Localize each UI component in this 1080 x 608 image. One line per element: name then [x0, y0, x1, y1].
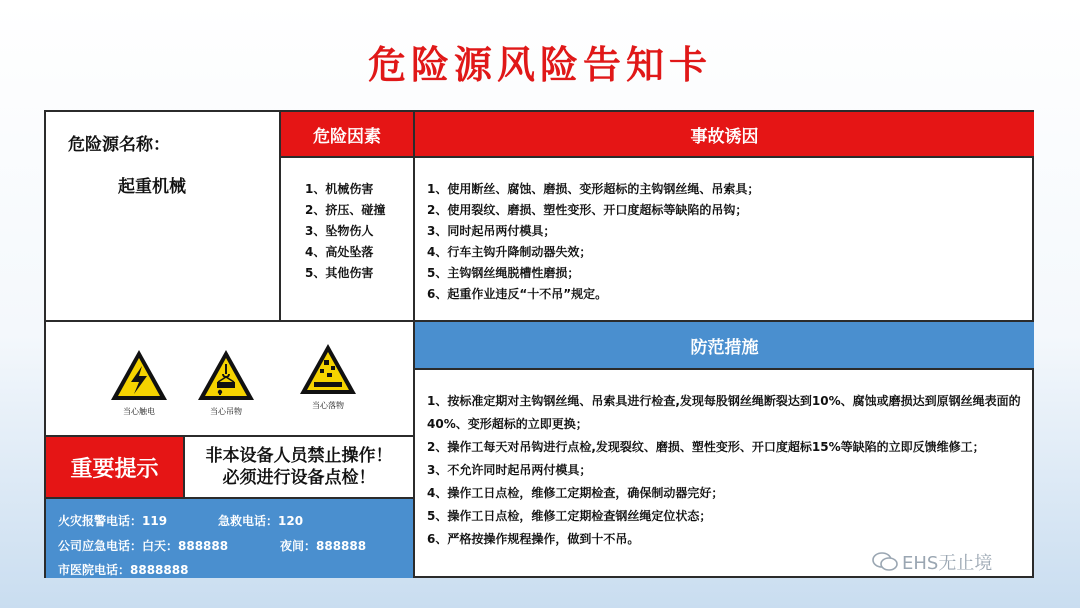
emergency-phones	[46, 497, 413, 578]
notice-line-2: 必须进行设备点检！	[222, 468, 376, 488]
accident-cause-item: 1、使用断丝、腐蚀、磨损、变形超标的主钩钢丝绳、吊索具；	[427, 182, 760, 196]
suspended-load-icon	[196, 348, 256, 402]
important-notice-label	[46, 435, 183, 497]
page-title: 危险源风险告知卡	[367, 43, 712, 87]
hazard-factors-cell	[279, 156, 413, 320]
accident-causes-header	[413, 112, 1034, 156]
hazard-factor-item: 1、机械伤害	[305, 182, 374, 196]
sign-electric-label: 当心触电	[123, 407, 155, 416]
notice-line-1: 非本设备人员禁止操作！	[205, 446, 393, 466]
important-notice-text	[183, 435, 413, 497]
hazard-factor-item: 3、坠物伤人	[305, 224, 374, 238]
hazard-factors-header	[279, 112, 413, 156]
hazard-factor-item: 4、高处坠落	[305, 245, 374, 259]
fire-phone: 火灾报警电话：119	[58, 514, 168, 528]
sign-falling-objects	[293, 342, 363, 411]
prevention-item: 6、严格按操作规程操作，做到十不吊。	[427, 532, 640, 546]
prevention-item: 3、不允许同时起吊两付模具；	[427, 463, 592, 477]
company-night-phone: 夜间：888888	[280, 539, 367, 553]
prevention-header	[413, 320, 1034, 368]
hazard-factor-item: 2、挤压、碰撞	[305, 203, 386, 217]
prevention-title: 防范措施	[690, 337, 759, 358]
accident-cause-item: 6、起重作业违反“十不吊”规定。	[427, 287, 608, 301]
prevention-item: 2、操作工每天对吊钩进行点检,发现裂纹、磨损、塑性变形、开口度超标15%等缺陷的立即反馈维修工；	[427, 440, 985, 454]
prevention-list	[427, 390, 1025, 551]
emergency-phone: 急救电话：120	[218, 514, 304, 528]
sign-falling-objects-label: 当心落物	[312, 401, 344, 410]
sign-electric	[104, 348, 174, 417]
accident-cause-item: 5、主钩钢丝绳脱槽性磨损；	[427, 266, 580, 280]
company-day-phone: 公司应急电话：白天：888888	[58, 539, 229, 553]
prevention-item: 5、操作工日点检，维修工定期检查钢丝绳定位状态；	[427, 509, 712, 523]
accident-cause-item: 3、同时起吊两付模具；	[427, 224, 556, 238]
accident-causes-cell	[413, 156, 1034, 320]
electric-hazard-icon	[109, 348, 169, 402]
accident-causes-title: 事故诱因	[690, 126, 759, 147]
wechat-icon	[872, 552, 898, 572]
warning-signs-cell	[46, 320, 413, 435]
hazard-factors-title: 危险因素	[313, 126, 381, 147]
sign-suspended-load	[191, 348, 261, 417]
watermark	[872, 549, 992, 575]
hazard-factors-list	[305, 179, 385, 284]
prevention-cell	[413, 368, 1034, 578]
accident-cause-item: 2、使用裂纹、磨损、塑性变形、开口度超标等缺陷的吊钩；	[427, 203, 748, 217]
risk-card	[44, 110, 1034, 578]
hospital-phone: 市医院电话：8888888	[58, 563, 189, 577]
hazard-source-value: 起重机械	[118, 177, 186, 197]
prevention-item: 1、按标准定期对主钩钢丝绳、吊索具进行检查,发现每股钢丝绳断裂达到10%、腐蚀或磨损达到原钢丝绳表面的40%、变形超标的立即更换；	[427, 394, 1021, 431]
hazard-source-label: 危险源名称：	[68, 135, 170, 155]
falling-objects-icon	[298, 342, 358, 396]
prevention-item: 4、操作工日点检，维修工定期检查，确保制动器完好；	[427, 486, 724, 500]
hazard-factor-item: 5、其他伤害	[305, 266, 374, 280]
hazard-source-cell	[46, 112, 279, 320]
accident-causes-list	[427, 179, 759, 305]
watermark-text: EHS无止境	[902, 553, 993, 574]
important-notice-title: 重要提示	[70, 456, 159, 482]
accident-cause-item: 4、行车主钩升降制动器失效；	[427, 245, 592, 259]
sign-suspended-load-label: 当心吊物	[210, 407, 242, 416]
